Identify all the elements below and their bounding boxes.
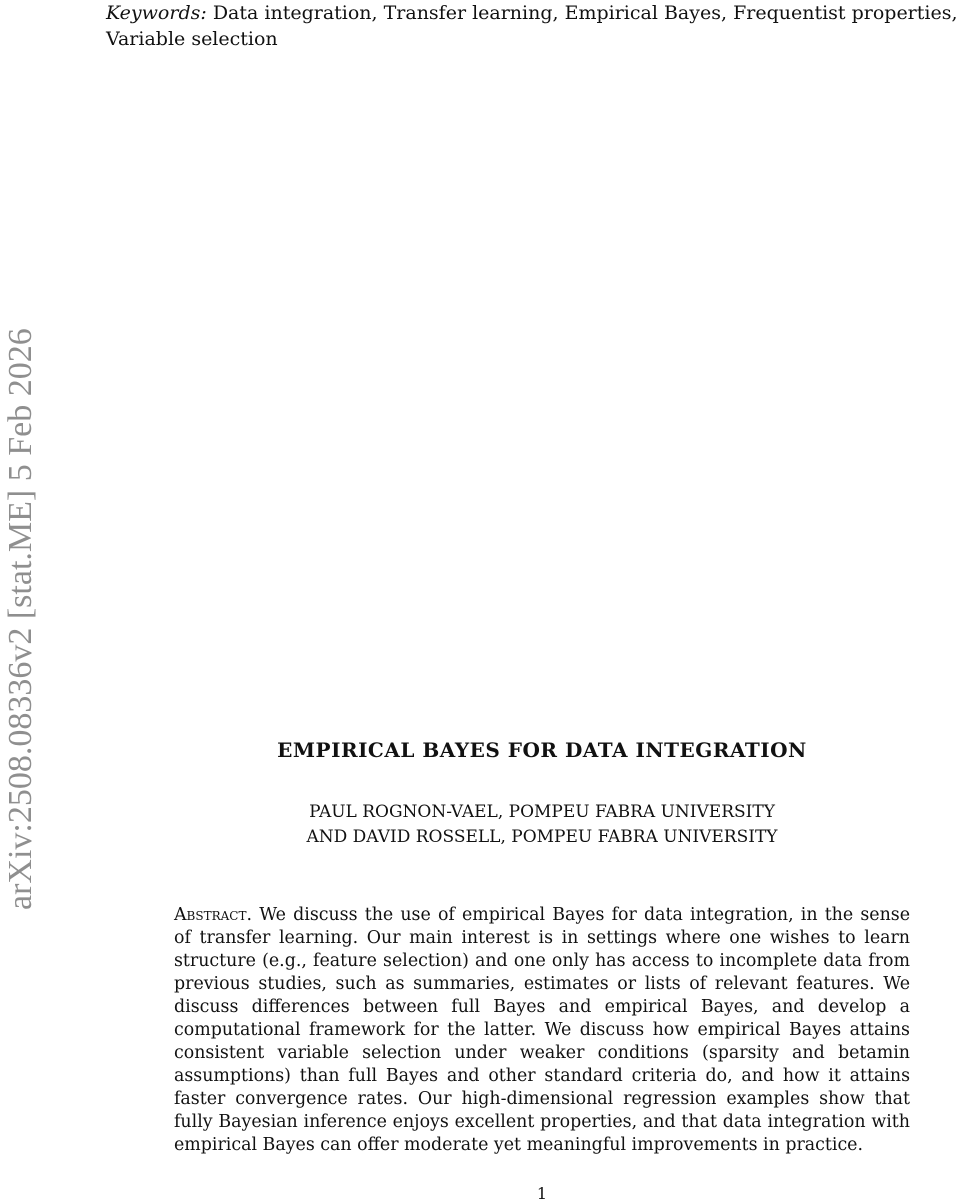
abstract-text: We discuss the use of empirical Bayes for data integration, in the sense of transfer learning. Our main interest is in settings where one wishes to learn structure (e.g., feature selection) and one only has access to incomplete data from previous studies, such as summaries, estimates or lists of relevant features. We discuss differences between full Bayes and empirical Bayes, and develop a computational framework for the latter. We discuss how empirical Bayes attains consistent variable selection under weaker conditions (sparsity and betamin assumptions) than full Bayes and other standard criteria do, and how it attains faster convergence rates. Our high-dimensional regression examples show that fully Bayesian inference enjoys excellent properties, and that data integration with empirical Bayes can offer moderate yet meaningful improvements in practice. <box>174 905 910 1155</box>
paper-title: EMPIRICAL BAYES FOR DATA INTEGRATION <box>277 738 807 762</box>
keywords <box>106 0 978 52</box>
keywords-label: Keywords: <box>106 2 207 24</box>
abstract-label: Abstract. <box>174 905 253 925</box>
abstract <box>174 904 910 1157</box>
keywords-text: Data integration, Transfer learning, Empirical Bayes, Frequentist properties, Variable selection <box>106 2 958 50</box>
author-block <box>106 800 978 850</box>
arxiv-identifier[interactable]: arXiv:2508.08336v2 [stat.ME] 5 Feb 2026 <box>2 328 39 910</box>
arxiv-stamp <box>0 220 42 910</box>
author-line-2: AND DAVID ROSSELL, POMPEU FABRA UNIVERSITY <box>306 827 778 847</box>
page-number: 1 <box>536 1184 548 1203</box>
author-line-1: PAUL ROGNON-VAEL, POMPEU FABRA UNIVERSITY <box>309 802 775 822</box>
